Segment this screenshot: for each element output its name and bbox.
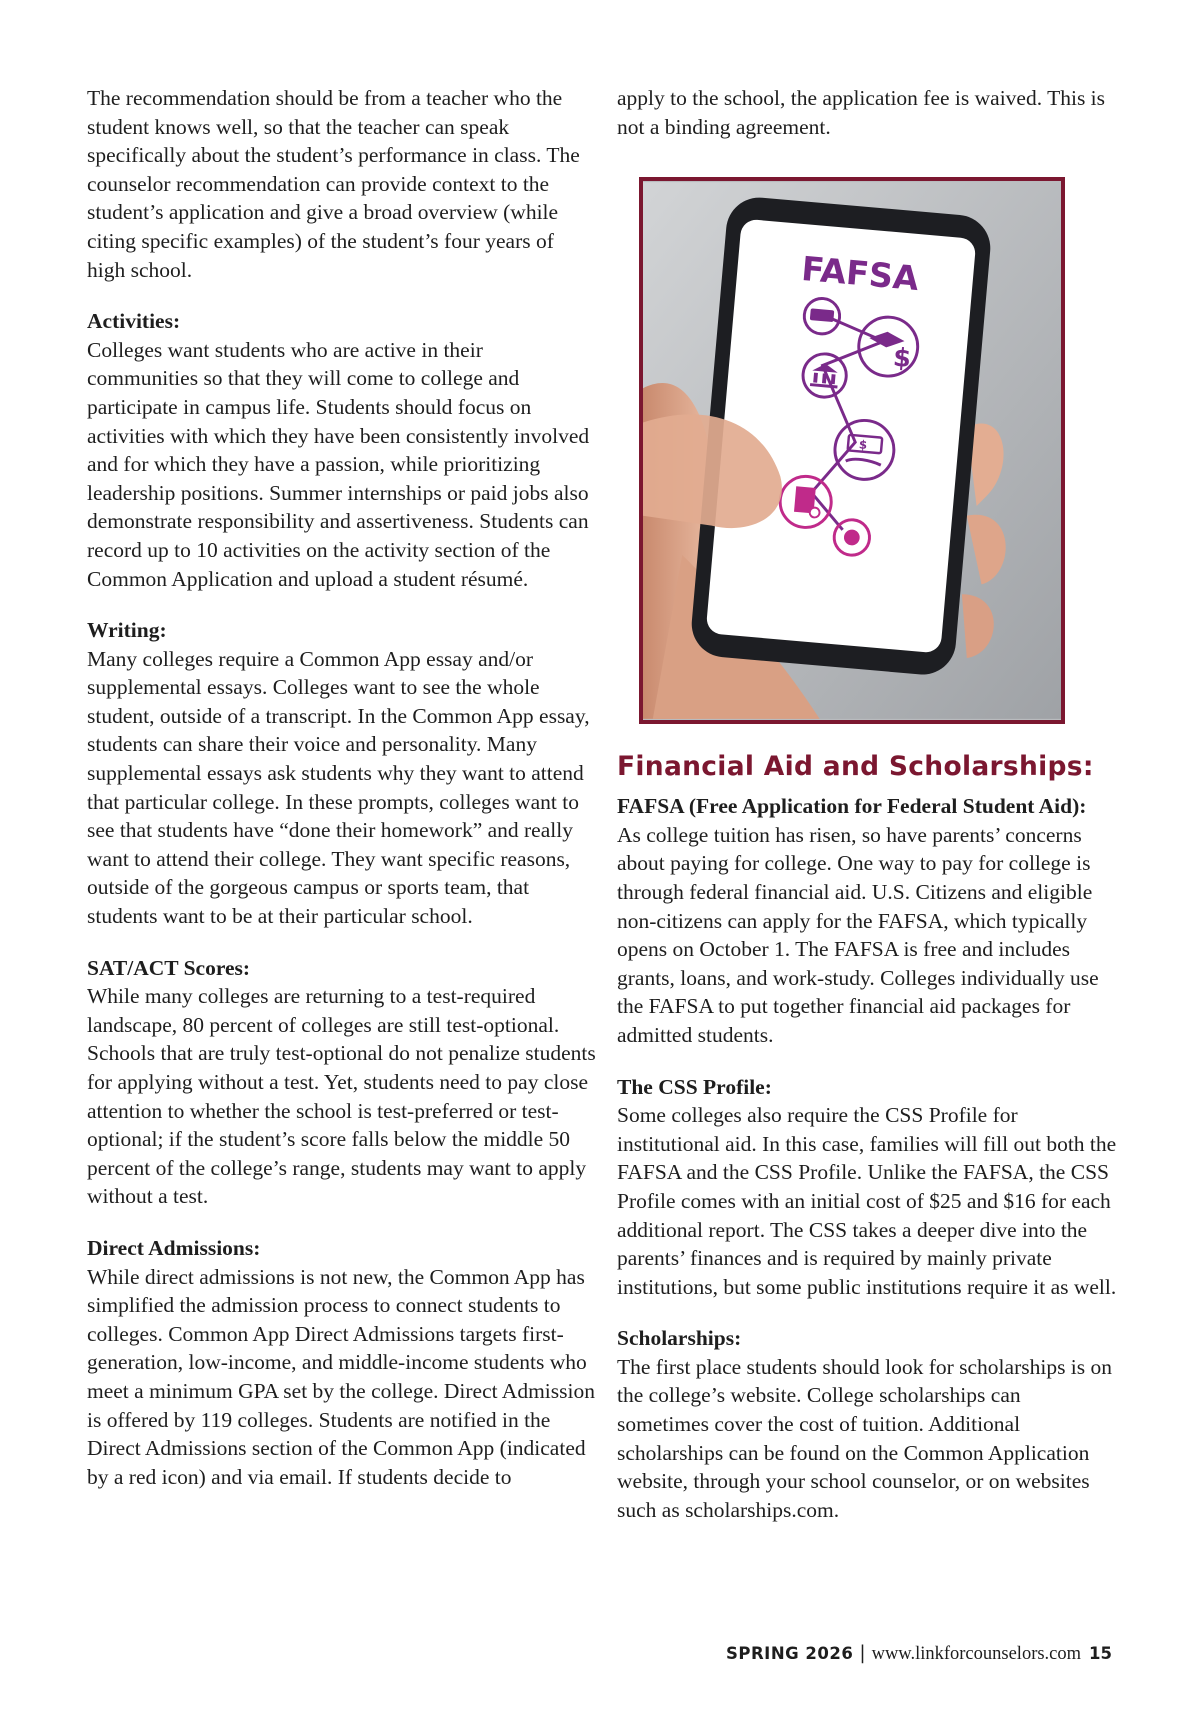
css-profile-section [617, 1073, 1117, 1302]
fafsa-section [617, 792, 1117, 1049]
scholarships-heading: Scholarships: [617, 1326, 742, 1351]
phone-screen-title: FAFSA [799, 249, 921, 299]
sat-act-text: While many colleges are returning to a test-required landscape, 80 percent of colleges are still test-optional. Schools that are truly test-optional do not penalize students for applying without a test. Yet, students need to pay close attention to whether the school is test-preferred or test-optional; if the student’s score falls below the middle 50 percent of the college’s range, students may want to apply without a test. [87, 984, 596, 1209]
scholarships-text: The first place students should look for scholarships is on the college’s website. College scholarships can sometimes cover the cost of tuition. Additional scholarships can be found on the Common Application website, through your school counselor, or on websites such as scholarships.com. [617, 1354, 1113, 1522]
intro-paragraph: The recommendation should be from a teacher who the student knows well, so that the teacher can speak specifically about the student’s performance in class. The counselor recommendation can provide context to the student’s application and give a broad overview (while citing specific examples) of the student’s four years of high school. [87, 86, 580, 282]
fafsa-text: As college tuition has risen, so have parents’ concerns about paying for college. One way to pay for college is through federal financial aid. U.S. Citizens and eligible non-citizens can apply for the FAFSA, which typically opens on October 1. The FAFSA is free and includes grants, loans, and work-study. Colleges individually use the FAFSA to put together financial aid packages for admitted students. [617, 822, 1099, 1047]
activities-heading: Activities: [87, 309, 181, 334]
page-footer [726, 1642, 1112, 1666]
sat-act-section [87, 954, 597, 1211]
writing-heading: Writing: [87, 618, 167, 643]
left-column [87, 84, 597, 1491]
css-profile-text: Some colleges also require the CSS Profile for institutional aid. In this case, families will fill out both the FAFSA and the CSS Profile. Unlike the FAFSA, the CSS Profile comes with an initial cost of $25 and $16 for each additional report. The CSS takes a deeper dive into the parents’ finances and is required by mainly private institutions, but some public institutions require it as well. [617, 1103, 1117, 1299]
direct-admissions-text: While direct admissions is not new, the Common App has simplified the admission process to connect students to colleges. Common App Direct Admissions targets first-generation, low-income, and middle-income students who meet a minimum GPA set by the college. Direct Admission is offered by 119 colleges. Students are notified in the Direct Admissions section of the Common App (indicated by a red icon) and via email. If students decide to [87, 1264, 595, 1489]
direct-admissions-section [87, 1234, 597, 1491]
svg-text:$: $ [891, 342, 913, 375]
activities-section [87, 307, 597, 593]
scholarships-section [617, 1324, 1117, 1524]
css-profile-heading: The CSS Profile: [617, 1074, 772, 1099]
fafsa-phone-photo [639, 177, 1065, 724]
svg-text:$: $ [858, 437, 868, 453]
continuation-paragraph: apply to the school, the application fee is waived. This is not a binding agreement. [617, 86, 1106, 139]
sat-act-heading: SAT/ACT Scores: [87, 955, 251, 980]
activities-text: Colleges want students who are active in their communities so that they will come to college and participate in campus life. Students should focus on activities with which they have been consistently involved and for which they have a passion, while prioritizing leadership positions. Summer internships or paid jobs also demonstrate responsibility and assertiveness. Students can record up to 10 activities on the activity section of the Common Application and upload a student résumé. [87, 337, 590, 591]
financial-aid-heading: Financial Aid and Scholarships: [617, 751, 1094, 783]
writing-section [87, 616, 597, 931]
right-column [617, 84, 1117, 1524]
fafsa-heading: FAFSA (Free Application for Federal Student Aid): [617, 794, 1087, 819]
footer-separator: | [859, 1643, 866, 1664]
writing-text: Many colleges require a Common App essay and/or supplemental essays. Colleges want to see the whole student, outside of a transcript. In the Common App essay, students can share their voice and personality. Many supplemental essays ask students why they want to attend that particular college. In these prompts, colleges want to see that students have “done their homework” and really want to attend their college. They want specific reasons, outside of the gorgeous campus or sports team, that students want to be at their particular school. [87, 646, 590, 929]
footer-website: www.linkforcounselors.com [871, 1644, 1082, 1664]
direct-admissions-heading: Direct Admissions: [87, 1235, 261, 1260]
footer-season: SPRING 2026 [726, 1644, 854, 1663]
page-number: 15 [1089, 1644, 1112, 1663]
